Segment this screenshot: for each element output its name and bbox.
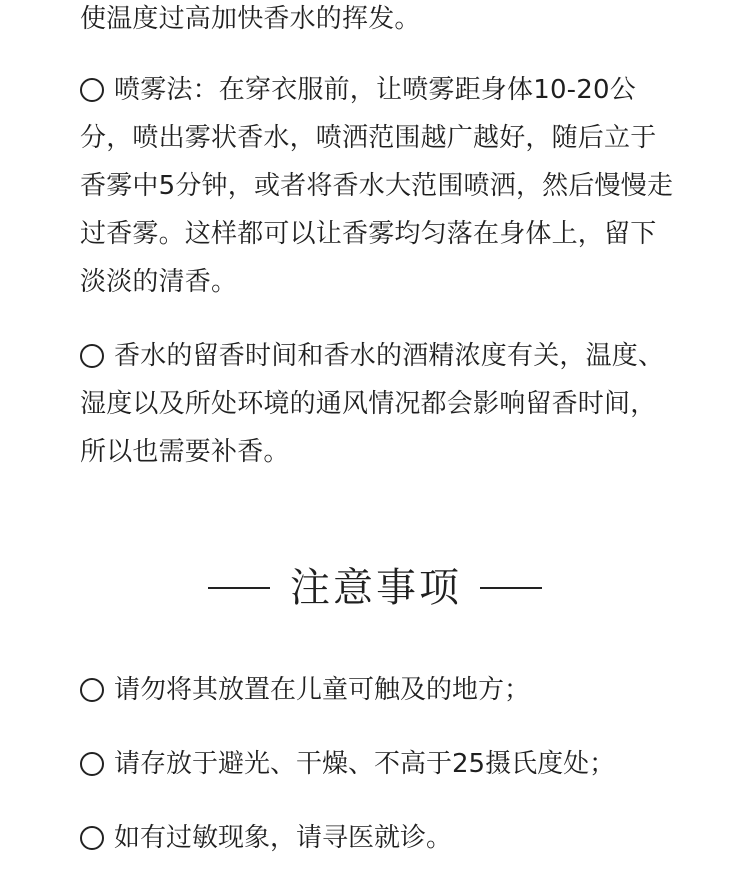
paragraph-text: 香水的留香时间和香水的酒精浓度有关，温度、湿度以及所处环境的通风情况都会影响留香时间，所以也需要补香。 (80, 341, 665, 467)
circle-bullet-icon (80, 678, 104, 702)
paragraph-longevity (80, 332, 680, 476)
decorative-rule-right (480, 587, 542, 589)
precaution-item (80, 744, 700, 784)
section-title: 注意事项 (290, 565, 462, 611)
paragraph-spray-method (80, 66, 680, 306)
precaution-text: 请勿将其放置在儿童可触及的地方； (114, 675, 531, 705)
precaution-text: 请存放于避光、干燥、不高于25摄氏度处； (114, 749, 616, 779)
section-header-precautions (0, 558, 750, 618)
circle-bullet-icon (80, 344, 104, 368)
precaution-item (80, 670, 700, 710)
precaution-item (80, 818, 700, 858)
circle-bullet-icon (80, 752, 104, 776)
paragraph-volatility-note (80, 0, 680, 43)
paragraph-text: 喷雾法：在穿衣服前，让喷雾距身体10-20公分，喷出雾状香水，喷洒范围越广越好，随后立于香雾中5分钟，或者将香水大范围喷洒，然后慢慢走过香雾。这样都可以让香雾均匀落在身体上，留下淡淡的清香。 (80, 75, 674, 297)
paragraph-text: 使温度过高加快香水的挥发。 (80, 4, 421, 34)
precaution-text: 如有过敏现象，请寻医就诊。 (114, 823, 453, 853)
circle-bullet-icon (80, 78, 104, 102)
decorative-rule-left (208, 587, 270, 589)
circle-bullet-icon (80, 826, 104, 850)
